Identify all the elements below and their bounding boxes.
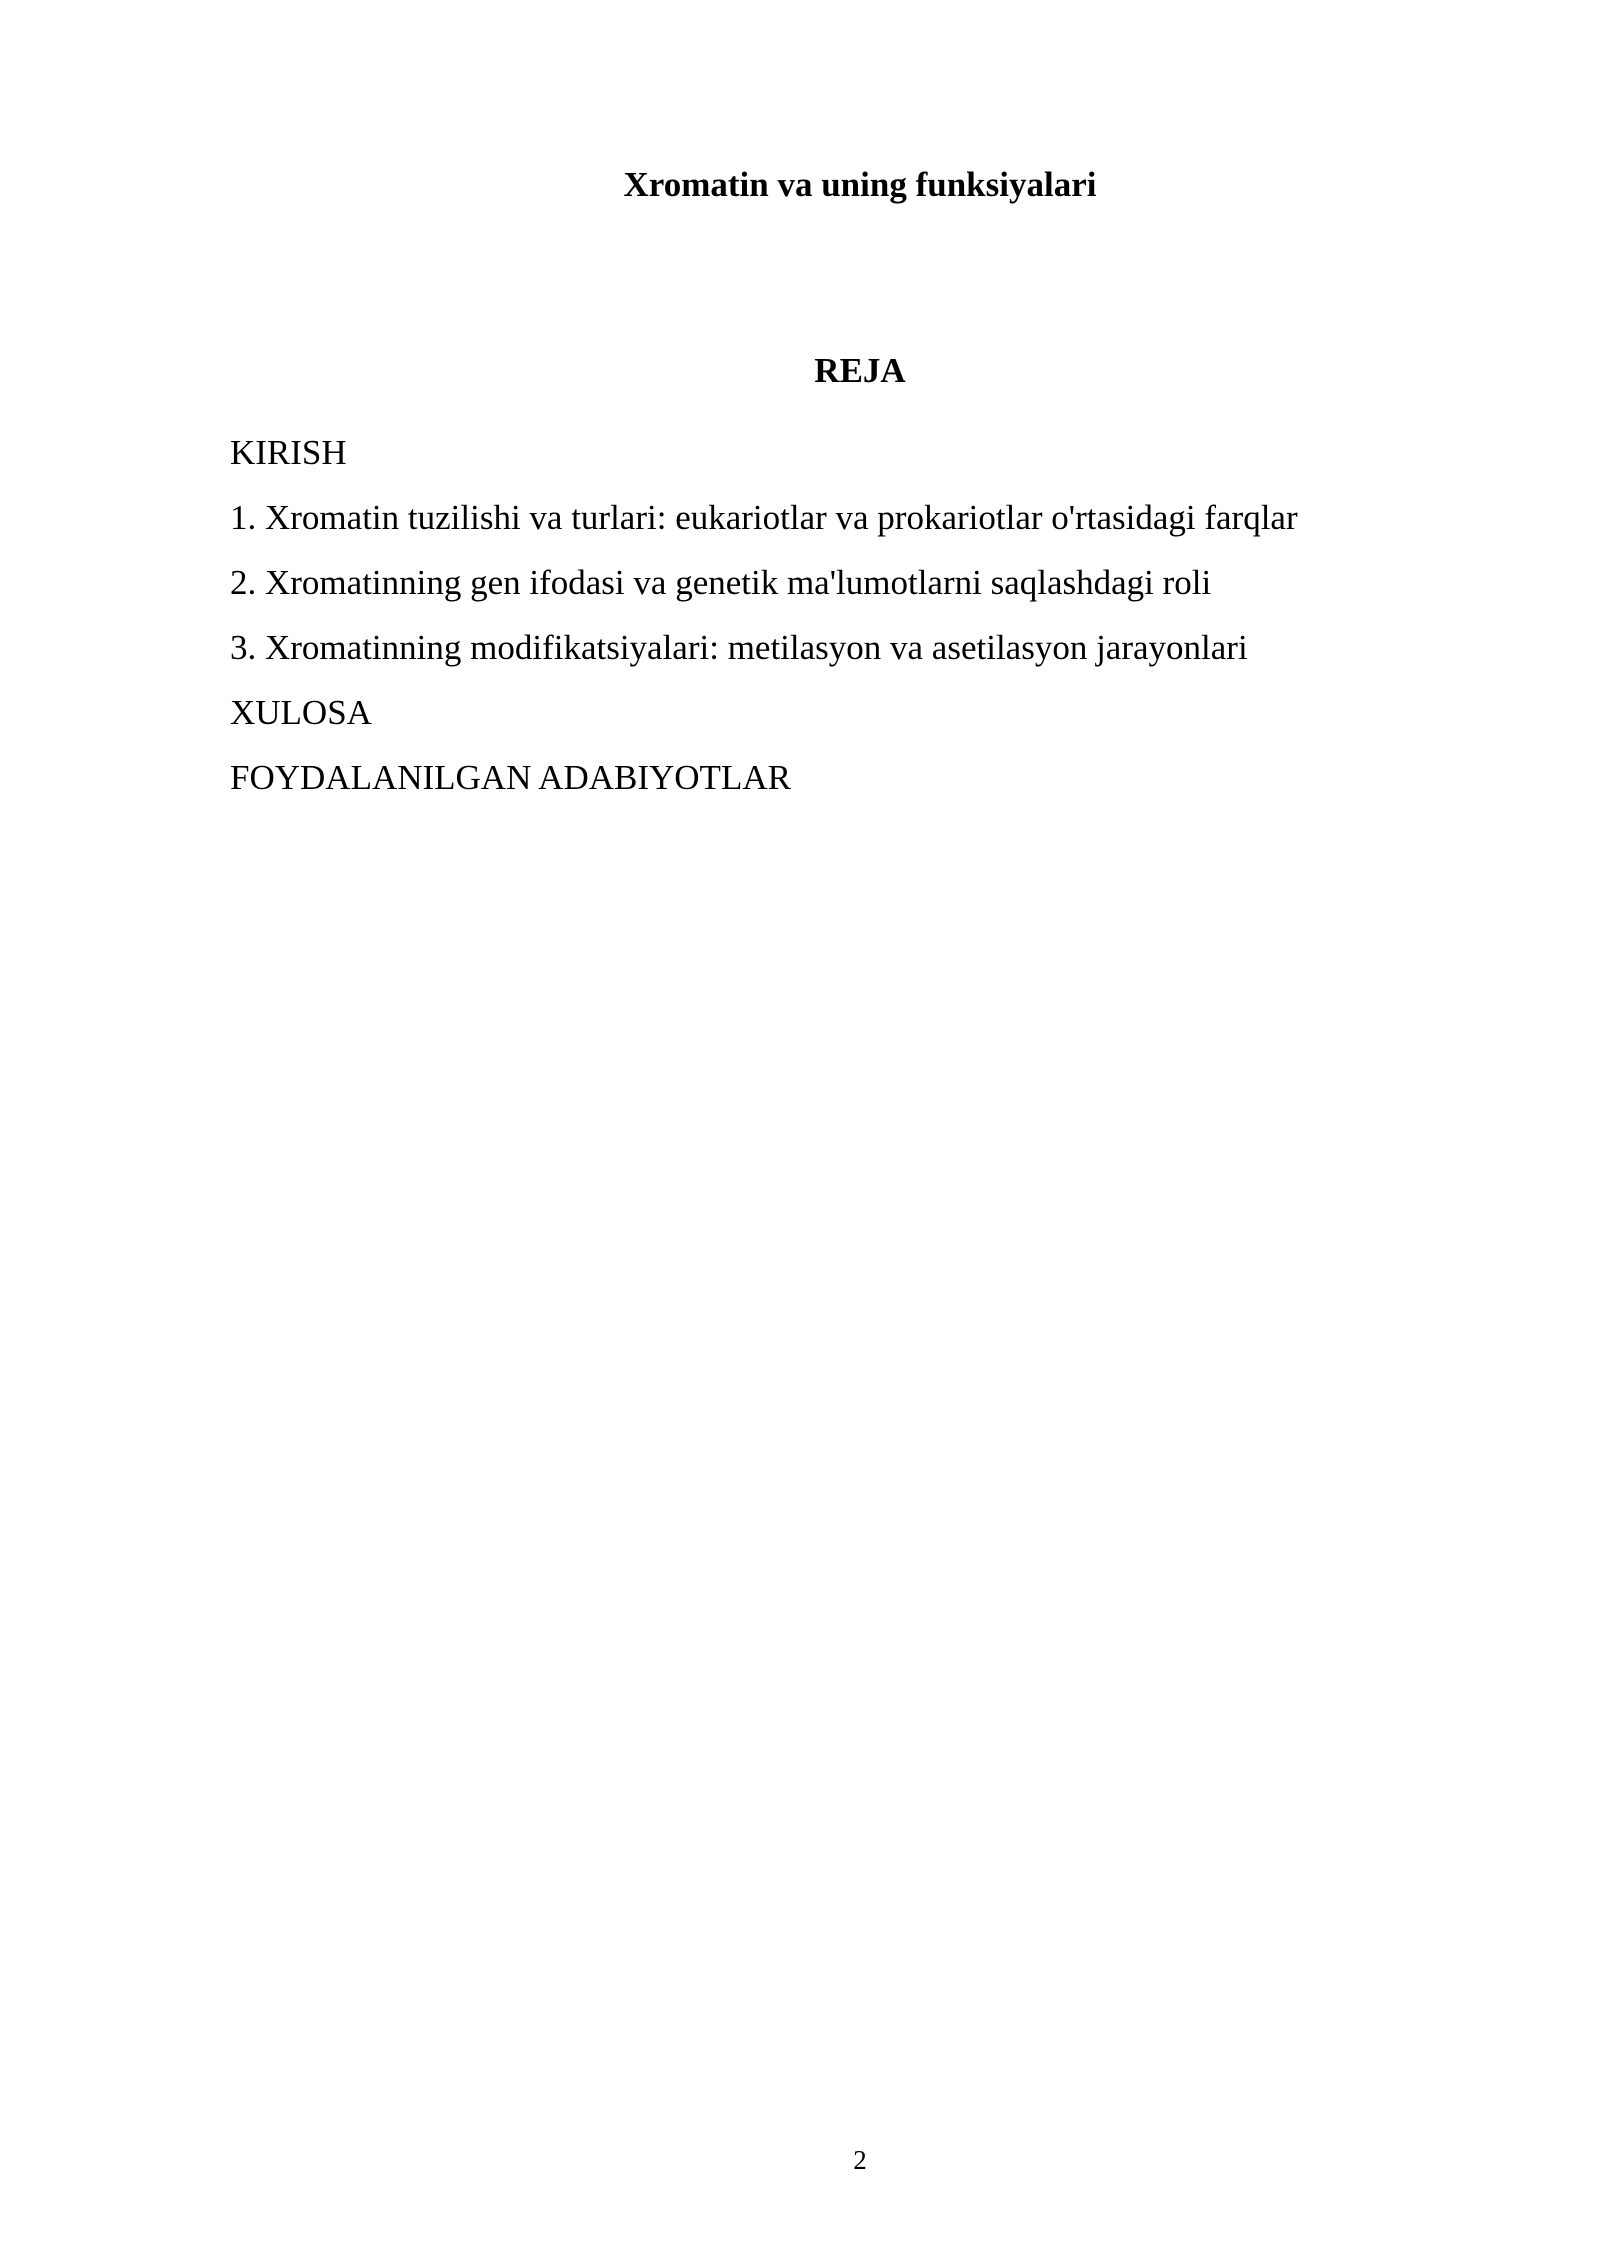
plan-item-introduction: KIRISH	[230, 433, 347, 472]
plan-item-conclusion: XULOSA	[230, 693, 372, 732]
plan-item-2: 2. Xromatinning gen ifodasi va genetik ma'lumotlarni saqlashdagi roli	[230, 563, 1212, 602]
plan-item-references: FOYDALANILGAN ADABIYOTLAR	[230, 758, 791, 797]
page-number: 2	[853, 2145, 867, 2175]
plan-list	[230, 420, 1530, 810]
plan-item-3: 3. Xromatinning modifikatsiyalari: metilasyon va asetilasyon jarayonlari	[230, 628, 1248, 667]
document-title: Xromatin va uning funksiyalari	[623, 165, 1097, 204]
plan-item-1: 1. Xromatin tuzilishi va turlari: eukariotlar va prokariotlar o'rtasidagi farqlar	[230, 498, 1298, 537]
plan-heading: REJA	[814, 351, 906, 390]
